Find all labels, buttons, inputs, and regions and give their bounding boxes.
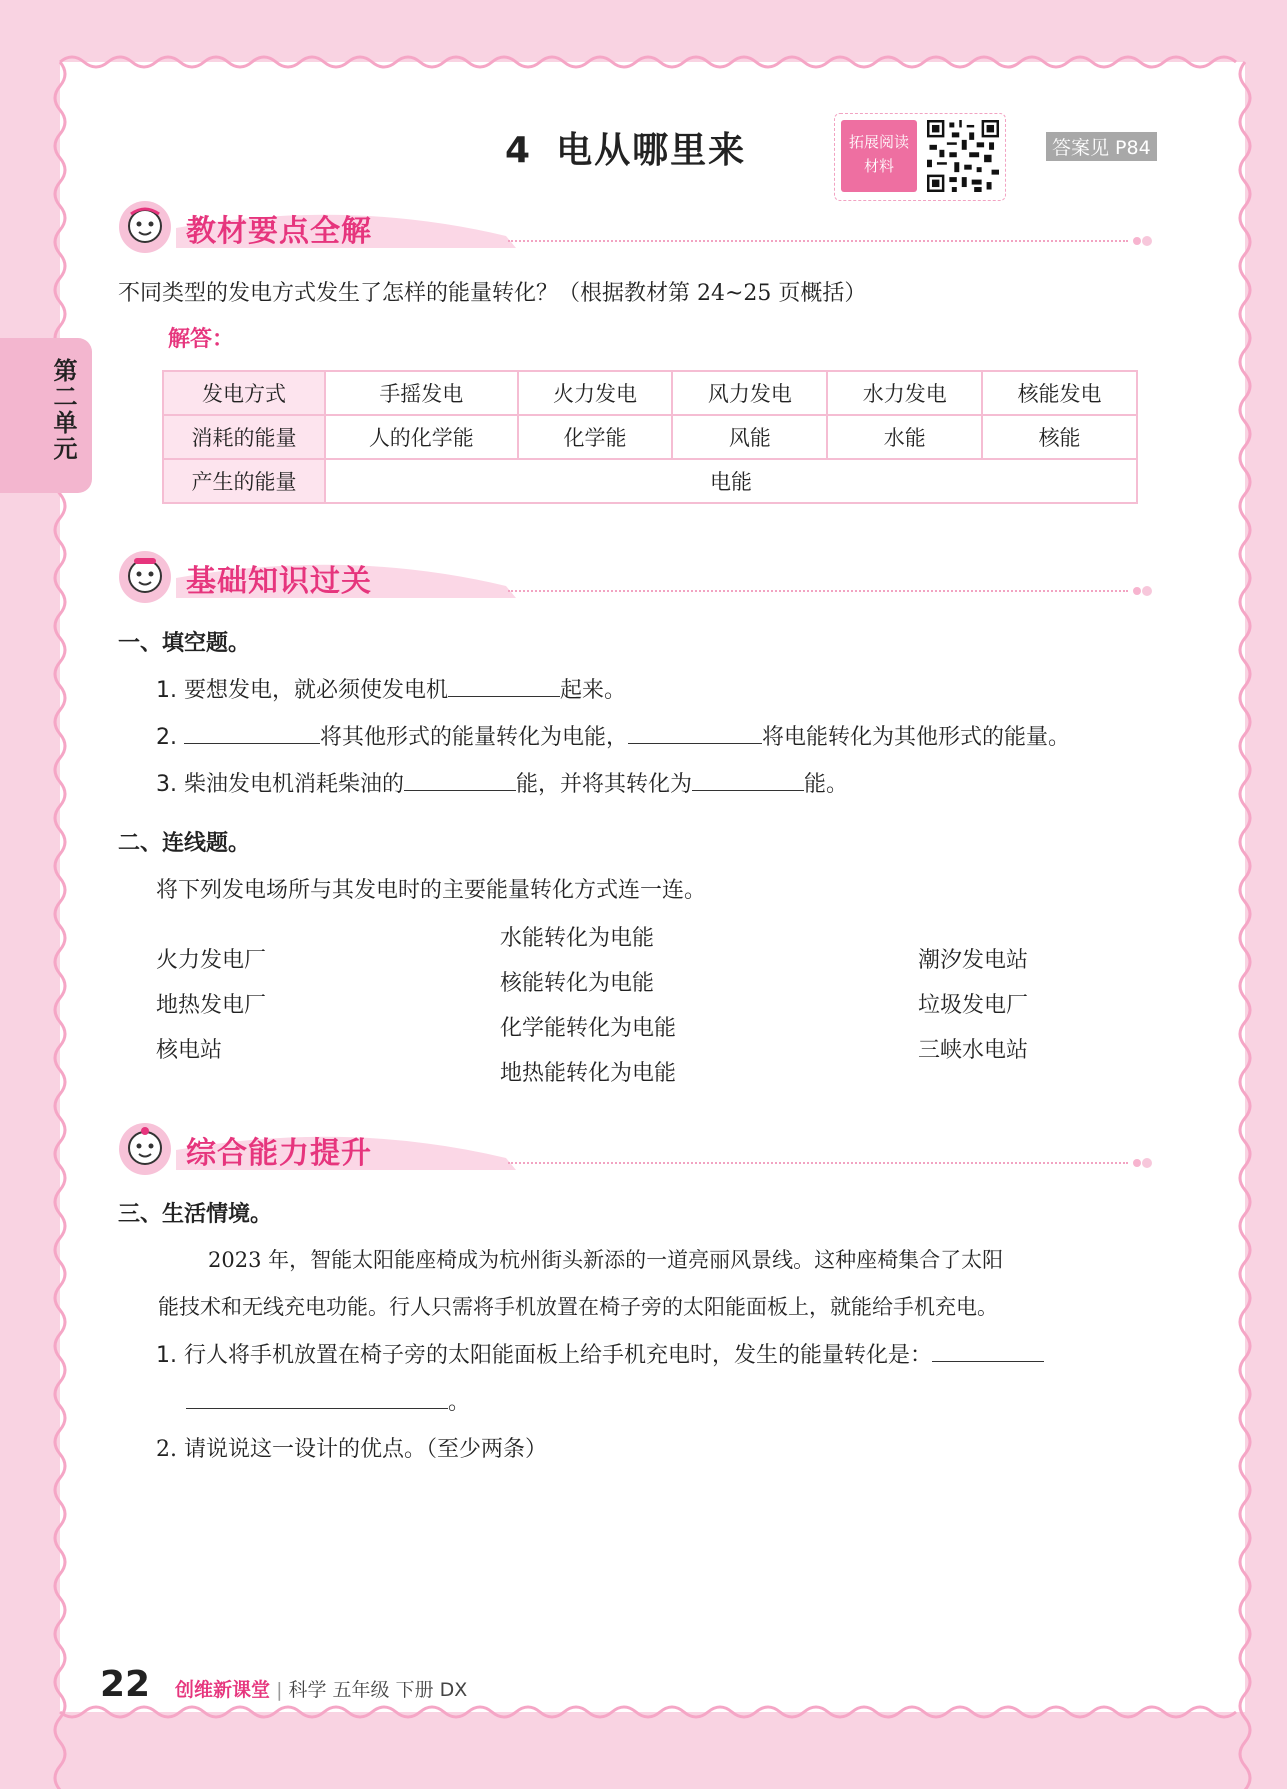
match-heading: 二、连线题。 [118,831,251,856]
answer-blank[interactable] [448,674,560,697]
match-left-item[interactable]: 火力发电厂 [156,948,267,973]
table-cell: 火力发电 [518,371,673,415]
table-cell: 水能 [827,415,982,459]
fill-question-1: 1. 要想发电，就必须使发电机 起来。 [156,673,626,704]
section-header-key-points [118,200,1158,252]
match-middle-item[interactable]: 化学能转化为电能 [500,1016,677,1041]
answer-blank[interactable] [628,721,762,744]
answer-blank[interactable] [404,768,516,791]
unit-tab-label: 第二单元 [49,358,77,462]
table-cell: 水力发电 [827,371,982,415]
answer-blank[interactable] [932,1339,1044,1362]
life-question-1-continued: 。 [186,1385,470,1416]
section-header-basic-knowledge [118,550,1158,602]
section-title: 基础知识过关 [186,564,372,599]
table-cell: 风能 [672,415,827,459]
mascot-icon [118,200,172,254]
mascot-icon [118,550,172,604]
table-row [163,459,1137,503]
section-title: 教材要点全解 [186,214,372,249]
table-cell: 核能 [982,415,1137,459]
table-cell: 风力发电 [672,371,827,415]
match-middle-item[interactable]: 核能转化为电能 [500,971,655,996]
brand-name: 创维新课堂 [175,1679,271,1701]
lesson-title: 电从哪里来 [556,130,747,171]
answer-label: 解答： [168,327,235,352]
scenario-paragraph: 2023 年，智能太阳能座椅成为杭州街头新添的一道亮丽风景线。这种座椅集合了太阳 [208,1248,1004,1272]
book-info: 科学 五年级 下册 DX [288,1679,468,1701]
footer-info: 创维新课堂 | 科学 五年级 下册 DX [175,1679,468,1701]
match-left-item[interactable]: 地热发电厂 [156,993,267,1018]
match-instruction: 将下列发电场所与其发电时的主要能量转化方式连一连。 [156,878,707,903]
match-middle-item[interactable]: 水能转化为电能 [500,926,655,951]
extended-reading-box[interactable] [834,113,1006,201]
extended-reading-label: 拓展阅读 材料 [841,120,917,192]
table-row [163,415,1137,459]
dotted-divider [508,1162,1128,1164]
fill-heading: 一、填空题。 [118,631,251,656]
fill-question-3: 3. 柴油发电机消耗柴油的 能，并将其转化为 能。 [156,767,848,798]
table-cell: 电能 [325,459,1137,503]
question-text: 不同类型的发电方式发生了怎样的能量转化？（根据教材第 24~25 页概括） [118,281,867,306]
life-heading: 三、生活情境。 [118,1202,273,1227]
scenario-paragraph: 能技术和无线充电功能。行人只需将手机放置在椅子旁的太阳能面板上，就能给手机充电。 [158,1295,998,1319]
match-left-item[interactable]: 核电站 [156,1038,223,1063]
table-cell: 核能发电 [982,371,1137,415]
section-header-ability [118,1122,1158,1174]
qr-code-icon[interactable] [927,120,999,192]
divider-end-dots-icon [1132,584,1156,598]
answer-blank[interactable] [186,1386,448,1409]
table-cell: 发电方式 [163,371,325,415]
table-cell: 人的化学能 [325,415,518,459]
lesson-number: 4 [505,130,533,171]
energy-table [162,370,1138,504]
section-title: 综合能力提升 [186,1136,372,1171]
answer-reference: 答案见 P84 [1046,132,1157,161]
answer-blank[interactable] [184,721,320,744]
page-number: 22 [100,1664,151,1705]
unit-tab[interactable] [0,338,92,493]
dotted-divider [508,240,1128,242]
table-cell: 手摇发电 [325,371,518,415]
answer-blank[interactable] [692,768,804,791]
page-title [505,122,746,173]
divider-end-dots-icon [1132,1156,1156,1170]
table-cell: 消耗的能量 [163,415,325,459]
match-right-item[interactable]: 垃圾发电厂 [918,993,1029,1018]
table-row [163,371,1137,415]
match-right-item[interactable]: 三峡水电站 [918,1038,1029,1063]
table-cell: 化学能 [518,415,673,459]
life-question-1: 1. 行人将手机放置在椅子旁的太阳能面板上给手机充电时，发生的能量转化是： [156,1338,1044,1369]
fill-question-2: 2. 将其他形式的能量转化为电能， 将电能转化为其他形式的能量。 [156,720,1070,751]
mascot-icon [118,1122,172,1176]
match-middle-item[interactable]: 地热能转化为电能 [500,1061,677,1086]
table-cell: 产生的能量 [163,459,325,503]
life-question-2: 2. 请说说这一设计的优点。（至少两条） [156,1437,547,1462]
dotted-divider [508,590,1128,592]
match-right-item[interactable]: 潮汐发电站 [918,948,1029,973]
divider-end-dots-icon [1132,234,1156,248]
